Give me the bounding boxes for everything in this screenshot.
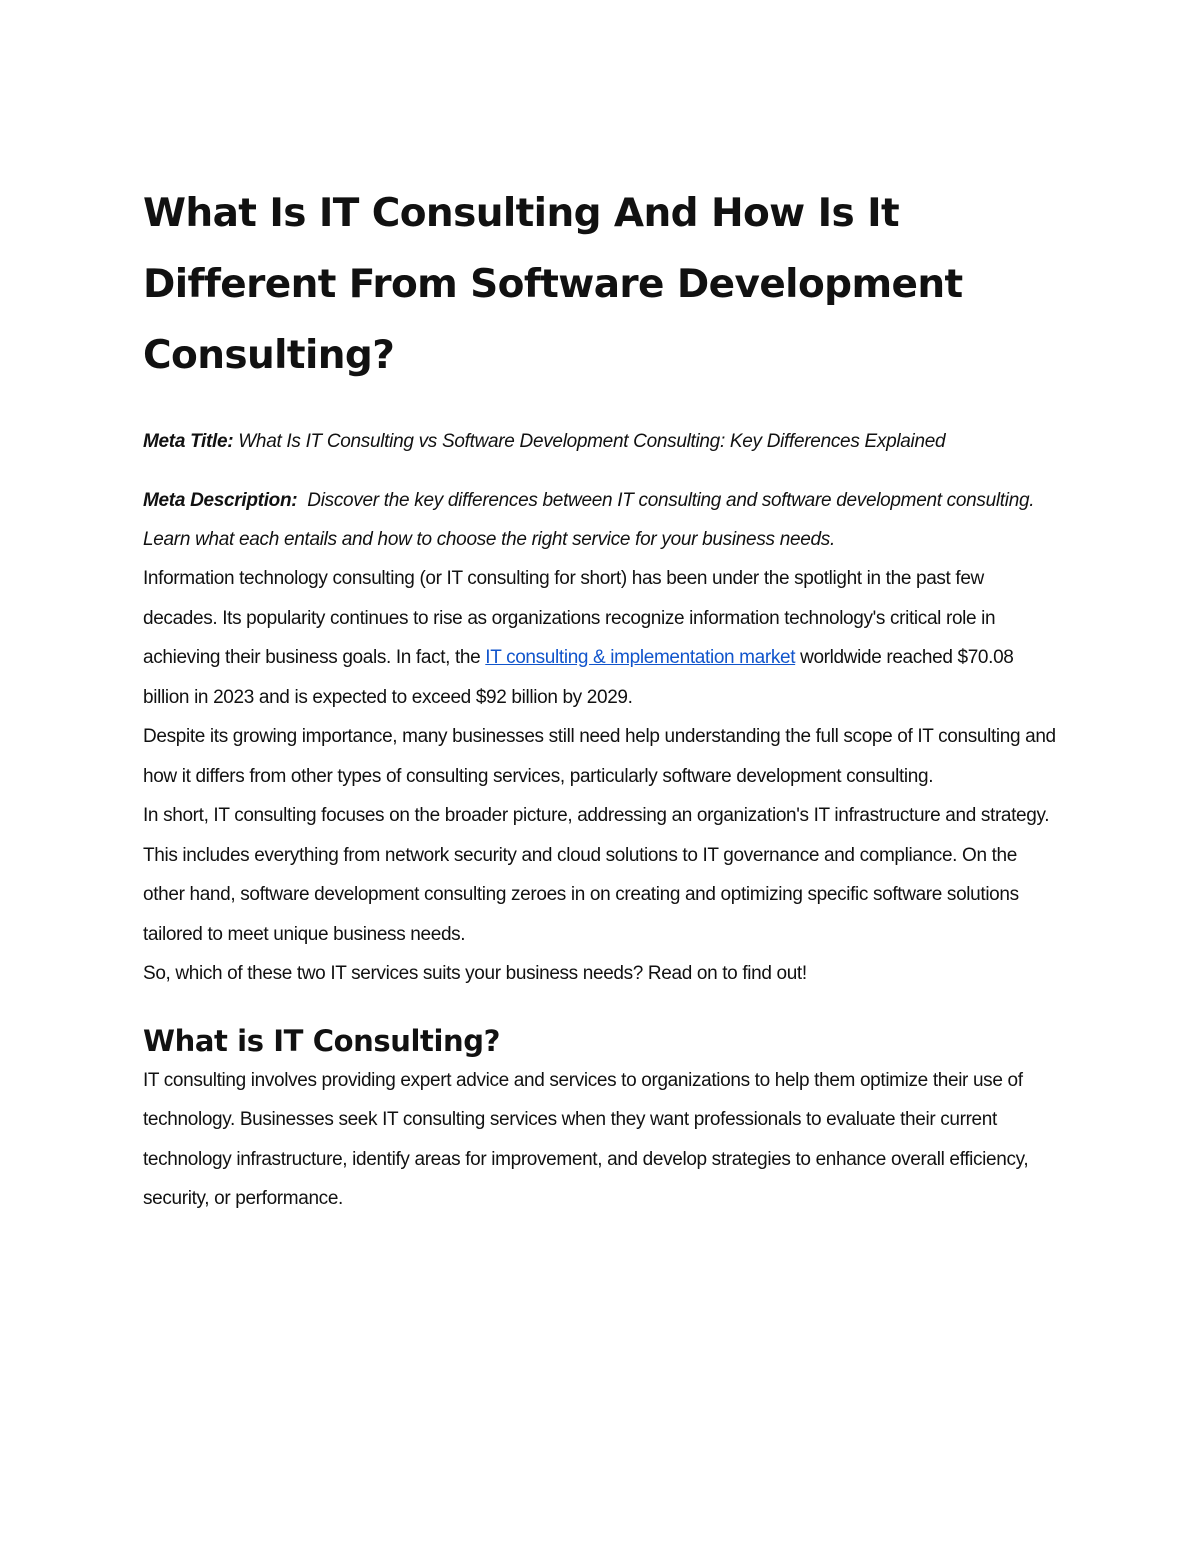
- meta-title-label: Meta Title:: [143, 431, 234, 452]
- paragraph-importance: Despite its growing importance, many businesses still need help understanding the full scope of IT consulting and how it differs from other types of consulting services, particularly software development consulting.: [143, 726, 1056, 787]
- paragraph-intro: [143, 559, 1063, 717]
- paragraph-intro-text: Information technology consulting (or IT consulting for short) has been under the spotlight in the past few decades. Its popularity continues to rise as organizations recognize information technology's critical role in achieving their business goals. In fact, the: [143, 568, 996, 668]
- paragraph-definition: IT consulting involves providing expert advice and services to organizations to help them optimize their use of technology. Businesses seek IT consulting services when they want professionals to evaluate their current technology infrastructure, identify areas for improvement, and develop strategies to enhance overall efficiency, security, or performance.: [143, 1069, 1029, 1209]
- paragraph-question: So, which of these two IT services suits your business needs? Read on to find out!: [143, 963, 807, 984]
- meta-title-value: What Is IT Consulting vs Software Development Consulting: Key Differences Explained: [238, 431, 946, 452]
- document-page: [143, 178, 1063, 1219]
- paragraph-summary: In short, IT consulting focuses on the broader picture, addressing an organization's IT infrastructure and strategy. This includes everything from network security and cloud solutions to IT governance and compliance. On the other hand, software development consulting zeroes in on creating and optimizing specific software solutions tailored to meet unique business needs.: [143, 805, 1050, 945]
- meta-description-label: Meta Description:: [143, 490, 298, 511]
- section-heading: What is IT Consulting?: [143, 1023, 501, 1058]
- page-title: What Is IT Consulting And How Is It Different From Software Development Consulting?: [143, 191, 963, 378]
- market-report-link[interactable]: IT consulting & implementation market: [485, 647, 796, 668]
- meta-title: [143, 422, 1063, 461]
- meta-description-value: Discover the key differences between IT consulting and software development consulting. Learn what each entails and how to choose the right service for your business needs.: [143, 490, 1035, 550]
- paragraph-intro-text-end: worldwide reached $70.08 billion in 2023 and is expected to exceed $92 billion by 2029.: [143, 647, 1014, 708]
- meta-description: [143, 481, 1063, 559]
